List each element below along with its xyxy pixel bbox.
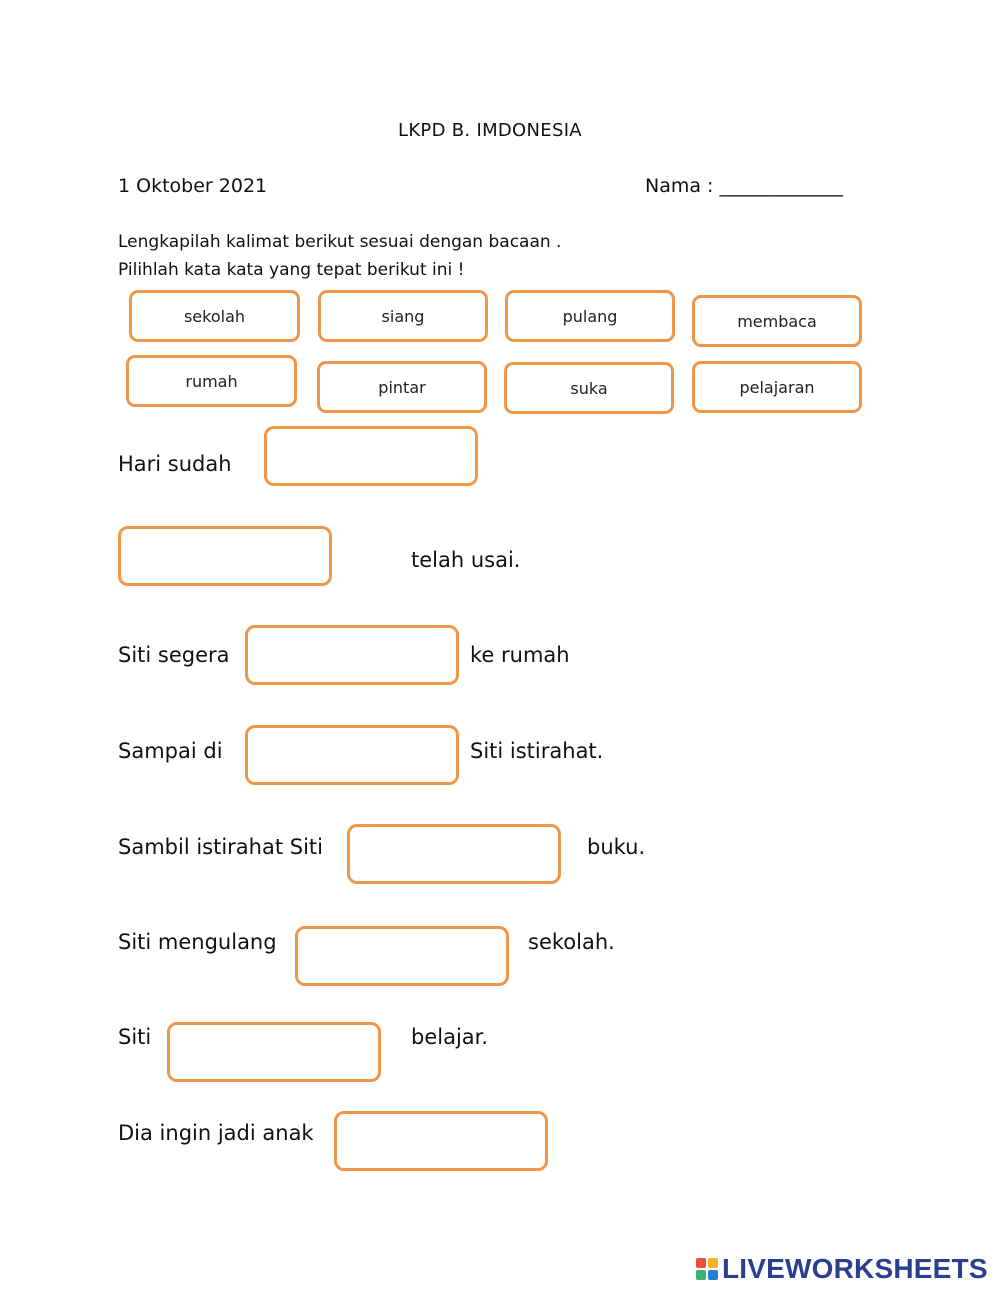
sentence-7-before: Siti bbox=[118, 1025, 152, 1049]
name-label: Nama : _____________ bbox=[645, 175, 843, 197]
logo-text: LIVEWORKSHEETS bbox=[722, 1253, 988, 1284]
answer-box-5[interactable] bbox=[347, 824, 561, 884]
word-chip-rumah[interactable]: rumah bbox=[126, 355, 297, 407]
answer-box-6[interactable] bbox=[295, 926, 509, 986]
liveworksheets-logo-icon bbox=[696, 1258, 718, 1280]
sentence-7-after: belajar. bbox=[411, 1025, 489, 1049]
logo-square-yellow bbox=[708, 1258, 718, 1268]
answer-box-4[interactable] bbox=[245, 725, 459, 785]
sentence-5-after: buku. bbox=[587, 835, 646, 859]
word-chip-pulang[interactable]: pulang bbox=[505, 290, 675, 342]
answer-box-8[interactable] bbox=[334, 1111, 548, 1171]
word-chip-sekolah[interactable]: sekolah bbox=[129, 290, 300, 342]
date-label: 1 Oktober 2021 bbox=[118, 175, 268, 197]
word-chip-membaca[interactable]: membaca bbox=[692, 295, 862, 347]
page-title: LKPD B. IMDONESIA bbox=[398, 120, 582, 141]
liveworksheets-logo bbox=[696, 1253, 988, 1285]
answer-box-1[interactable] bbox=[264, 426, 478, 486]
sentence-3-before: Siti segera bbox=[118, 643, 230, 667]
sentence-4-after: Siti istirahat. bbox=[470, 739, 604, 763]
answer-box-7[interactable] bbox=[167, 1022, 381, 1082]
sentence-2-after: telah usai. bbox=[411, 548, 521, 572]
word-chip-pintar[interactable]: pintar bbox=[317, 361, 487, 413]
answer-box-3[interactable] bbox=[245, 625, 459, 685]
instruction-line-1: Lengkapilah kalimat berikut sesuai dengan bacaan . bbox=[118, 232, 562, 252]
sentence-6-after: sekolah. bbox=[528, 930, 615, 954]
word-chip-pelajaran[interactable]: pelajaran bbox=[692, 361, 862, 413]
logo-square-blue bbox=[708, 1270, 718, 1280]
sentence-6-before: Siti mengulang bbox=[118, 930, 277, 954]
logo-square-green bbox=[696, 1270, 706, 1280]
word-chip-suka[interactable]: suka bbox=[504, 362, 674, 414]
logo-square-red bbox=[696, 1258, 706, 1268]
word-chip-siang[interactable]: siang bbox=[318, 290, 488, 342]
instruction-line-2: Pilihlah kata kata yang tepat berikut ini ! bbox=[118, 260, 465, 280]
sentence-4-before: Sampai di bbox=[118, 739, 223, 763]
sentence-3-after: ke rumah bbox=[470, 643, 570, 667]
sentence-8-before: Dia ingin jadi anak bbox=[118, 1121, 314, 1145]
sentence-1-before: Hari sudah bbox=[118, 452, 232, 476]
sentence-5-before: Sambil istirahat Siti bbox=[118, 835, 323, 859]
answer-box-2[interactable] bbox=[118, 526, 332, 586]
